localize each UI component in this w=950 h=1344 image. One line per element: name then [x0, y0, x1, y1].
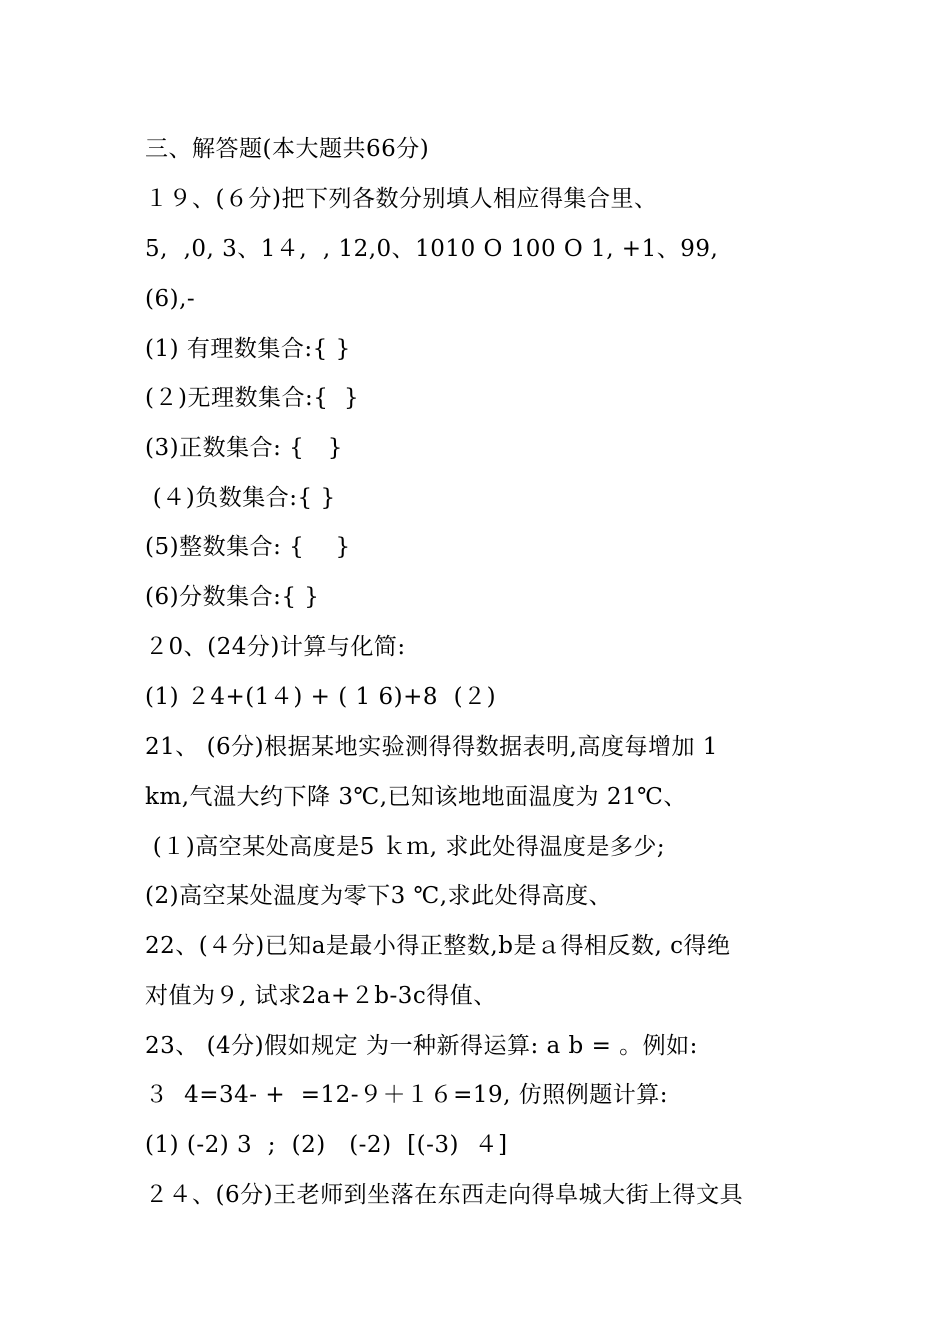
set-rational: (1) 有理数集合:{ }: [145, 336, 351, 362]
question-20-title: ２0、(24分)计算与化简:: [145, 634, 406, 660]
question-19-numbers: 5, ,0, 3、1４, , 12,0、1010 O 100 O 1, +1、99,: [145, 236, 719, 262]
question-19-numbers-cont: (6),-: [145, 286, 196, 312]
question-21-text: km,气温大约下降 3℃,已知该地地面温度为 21℃、: [145, 784, 687, 810]
question-22-title: 22、(４分)已知a是最小得正整数,b是ａ得相反数, c得绝: [145, 933, 731, 959]
question-19-title: １９、(６分)把下列各数分别填人相应得集合里、: [145, 186, 658, 212]
set-fraction: (6)分数集合:{ }: [145, 584, 320, 610]
section-heading: 三、解答题(本大题共66分): [145, 136, 430, 162]
question-21-part1: (１)高空某处高度是5 ｋｍ, 求此处得温度是多少;: [145, 834, 666, 860]
question-24-title: ２４、(6分)王老师到坐落在东西走向得阜城大街上得文具: [145, 1182, 744, 1208]
set-positive: (3)正数集合: { }: [145, 435, 343, 461]
question-21-part2: (2)高空某处温度为零下3 ℃,求此处得高度、: [145, 883, 613, 909]
set-integer: (5)整数集合: { }: [145, 534, 351, 560]
question-20-expr: (1) ２4+(1４) + ( 1 6)+8 (２): [145, 684, 497, 710]
question-22-text: 对值为９, 试求2a+２b-3c得值、: [145, 983, 497, 1009]
question-23-parts: (1) (-2) 3 ; (2) (-2) [(-3) ４]: [145, 1132, 508, 1158]
question-23-title: 23、 (4分)假如规定 为一种新得运算: a b = 。例如:: [145, 1033, 698, 1059]
set-negative: (４)负数集合:{ }: [145, 485, 336, 511]
question-23-example: ３ 4=34- + =12-９＋１６=19, 仿照例题计算:: [145, 1082, 668, 1108]
question-21-title: 21、 (6分)根据某地实验测得得数据表明,高度每增加 1: [145, 734, 718, 760]
set-irrational: (２)无理数集合:{ }: [145, 385, 360, 411]
